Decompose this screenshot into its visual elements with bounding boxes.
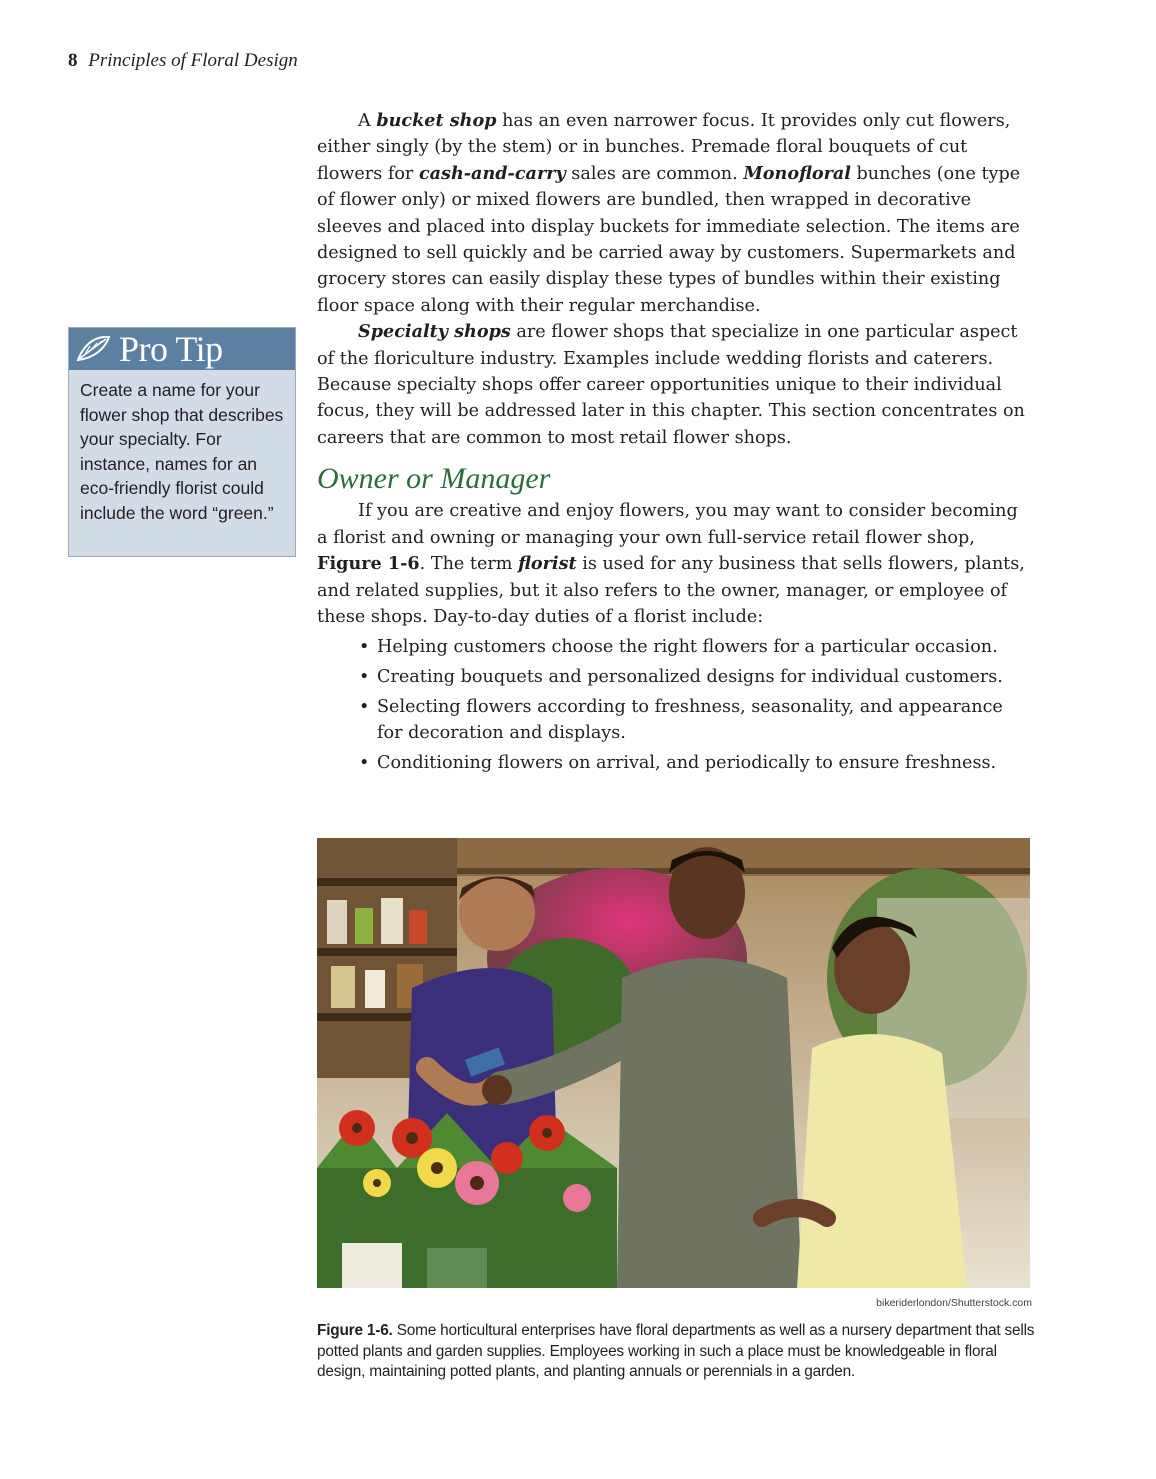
text-run: is used for any business that sells flowers, plants, and related supplies, but it also refers to the owner, manager, or employee of these shops. Day-to-day duties of a florist include: — [317, 554, 1025, 627]
paragraph-bucket-shop — [317, 108, 1032, 319]
running-head — [68, 50, 298, 72]
text-run: are flower shops that specialize in one particular aspect of the floriculture industry. Examples include wedding florists and caterers. Because specialty shops offer career opportunities unique to their individual focus, they will be addressed later in this chapter. This section concentrates on careers that are common to most retail flower shops. — [317, 322, 1025, 448]
main-text-column — [317, 108, 1032, 777]
paragraph-specialty-shops — [317, 319, 1032, 451]
text-run: sales are common. — [565, 163, 744, 184]
term-bucket-shop: bucket shop — [376, 110, 497, 131]
duties-list — [317, 634, 1032, 777]
text-run: A — [358, 111, 377, 131]
photo-credit: bikeriderlondon/Shutterstock.com — [876, 1297, 1032, 1309]
figure-reference: Figure 1-6 — [317, 553, 420, 575]
section-heading: Owner or Manager — [317, 462, 551, 496]
term-cash-and-carry: cash-and-carry — [418, 162, 566, 184]
term-specialty-shops: Specialty shops — [358, 321, 511, 343]
pro-tip-title: Pro Tip — [119, 329, 223, 369]
list-item: • Selecting flowers according to freshness, seasonality, and appearance for decoration and displays. — [359, 694, 1032, 747]
term-monofloral: Monofloral — [743, 162, 851, 184]
text-run: . The term — [419, 554, 519, 575]
list-item: • Helping customers choose the right flowers for a particular occasion. — [359, 634, 1032, 660]
list-item: • Creating bouquets and personalized designs for individual customers. — [359, 664, 1032, 690]
pro-tip-header — [69, 328, 295, 370]
page-number: 8 — [68, 50, 78, 71]
figure-photo — [317, 838, 1030, 1288]
paragraph-owner-manager — [317, 498, 1032, 630]
text-run: bunches (one type of flower only) or mixed flowers are bundled, then wrapped in decorative sleeves and placed into display buckets for immediate selection. The items are designed to sell quickly and be carried away by customers. Supermarkets and grocery stores can easily display these types of bundles within their existing floor space along with their regular merchandise. — [317, 163, 1021, 316]
term-florist: florist — [518, 553, 577, 575]
list-item: • Conditioning flowers on arrival, and periodically to ensure freshness. — [359, 750, 1032, 776]
text-run: has an even narrower focus. It provides only cut flowers, either singly (by the stem) or in bunches. Premade floral bouquets of cut flowers for — [317, 111, 1011, 184]
leaf-icon — [75, 333, 111, 365]
figure-label: Figure 1-6. — [317, 1322, 393, 1339]
text-run: If you are creative and enjoy flowers, you may want to consider becoming a florist and owning or managing your own full-service retail flower shop, — [317, 501, 1018, 548]
figure-caption — [317, 1321, 1037, 1383]
pro-tip-box — [68, 327, 296, 557]
book-title: Principles of Floral Design — [88, 50, 298, 71]
pro-tip-text: Create a name for your flower shop that describes your specialty. For instance, names for an eco-friendly florist could include the word “green.” — [80, 380, 284, 523]
photo-illustration — [317, 838, 1030, 1288]
caption-text: Some horticultural enterprises have floral departments as well as a nursery department that sells potted plants and garden supplies. Employees working in such a place must be knowledgeable in floral design, maintaining potted plants, and planting annuals or perennials in a garden. — [317, 1322, 1035, 1380]
